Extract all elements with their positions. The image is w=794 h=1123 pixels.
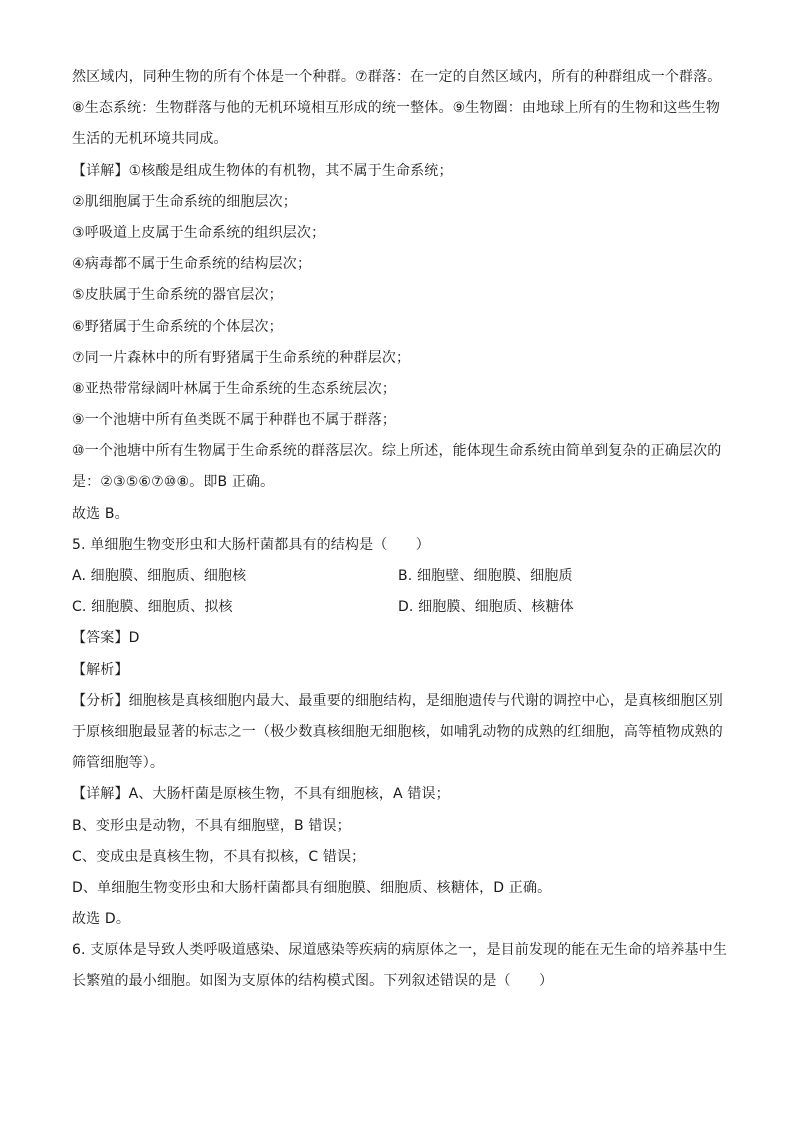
choice-conclusion: 故选 B。	[72, 505, 129, 522]
question-5-options-row-1	[72, 561, 727, 592]
detail-line: ③呼吸道上皮属于生命系统的组织层次；	[72, 224, 326, 241]
analysis-label: 【解析】	[72, 661, 129, 678]
question-6-stem: 6. 支原体是导致人类呼吸道感染、尿道感染等疾病的病原体之一，是目前发现的能在无生命的培养基中生	[72, 942, 728, 959]
option-d: D. 细胞膜、细胞质、核糖体	[398, 599, 574, 616]
option-a: A. 细胞膜、细胞质、细胞核	[72, 568, 247, 584]
question-6-stem: 长繁殖的最小细胞。如图为支原体的结构模式图。下列叙述错误的是（ ）	[72, 973, 554, 990]
detail-line: ⑧亚热带常绿阔叶林属于生命系统的生态系统层次；	[72, 380, 396, 397]
option-b: B. 细胞壁、细胞膜、细胞质	[398, 568, 573, 584]
analysis-line: B、变形虫是动物，不具有细胞壁，B 错误；	[72, 817, 351, 834]
choice-conclusion: 故选 D。	[72, 911, 130, 928]
analysis-line: 于原核细胞最显著的标志之一（极少数真核细胞无细胞核，如哺乳动物的成熟的红细胞，高等植物成熟的	[72, 723, 723, 740]
analysis-line: 【分析】细胞核是真核细胞内最大、最重要的细胞结构，是细胞遗传与代谢的调控中心，是真核细胞区别	[72, 692, 723, 709]
detail-line: ②肌细胞属于生命系统的细胞层次；	[72, 193, 297, 210]
answer-label: 【答案】D	[72, 630, 140, 647]
question-5-stem: 5. 单细胞生物变形虫和大肠杆菌都具有的结构是（ ）	[72, 536, 430, 553]
question-5-options-row-2	[72, 592, 727, 623]
analysis-line: C、变成虫是真核生物，不具有拟核，C 错误；	[72, 848, 366, 865]
analysis-line: D、单细胞生物变形虫和大肠杆菌都具有细胞膜、细胞质、核糖体，D 正确。	[72, 879, 552, 896]
detail-line: ⑨一个池塘中所有鱼类既不属于种群也不属于群落；	[72, 412, 396, 429]
analysis-line: 【详解】A、大肠杆菌是原核生物，不具有细胞核，A 错误；	[72, 786, 450, 803]
intro-line-1: 然区域内，同种生物的所有个体是一个种群。⑦群落：在一定的自然区域内，所有的种群组成一个群落。	[72, 69, 722, 85]
intro-line-2: ⑧生态系统：生物群落与他的无机环境相互形成的统一整体。⑨生物圈：由地球上所有的生物和这些生物	[72, 100, 720, 117]
detail-line: ⑥野猪属于生命系统的个体层次；	[72, 318, 283, 335]
detail-line: ⑦同一片森林中的所有野猪属于生命系统的种群层次；	[72, 349, 411, 366]
intro-line-3: 生活的无机环境共同成。	[72, 131, 228, 148]
detail-line: ⑩一个池塘中所有生物属于生命系统的群落层次。综上所述，能体现生命系统由简单到复杂的正确层次的	[72, 443, 722, 460]
option-c: C. 细胞膜、细胞质、拟核	[72, 599, 233, 616]
detail-line: ⑤皮肤属于生命系统的器官层次；	[72, 287, 283, 304]
document-page	[72, 62, 727, 998]
detail-line: 【详解】①核酸是组成生物体的有机物，其不属于生命系统；	[72, 162, 453, 179]
detail-line: ④病毒都不属于生命系统的结构层次；	[72, 256, 312, 273]
analysis-line: 筛管细胞等）。	[72, 755, 165, 772]
detail-line: 是：②③⑤⑥⑦⑩⑧。即B 正确。	[72, 474, 275, 491]
